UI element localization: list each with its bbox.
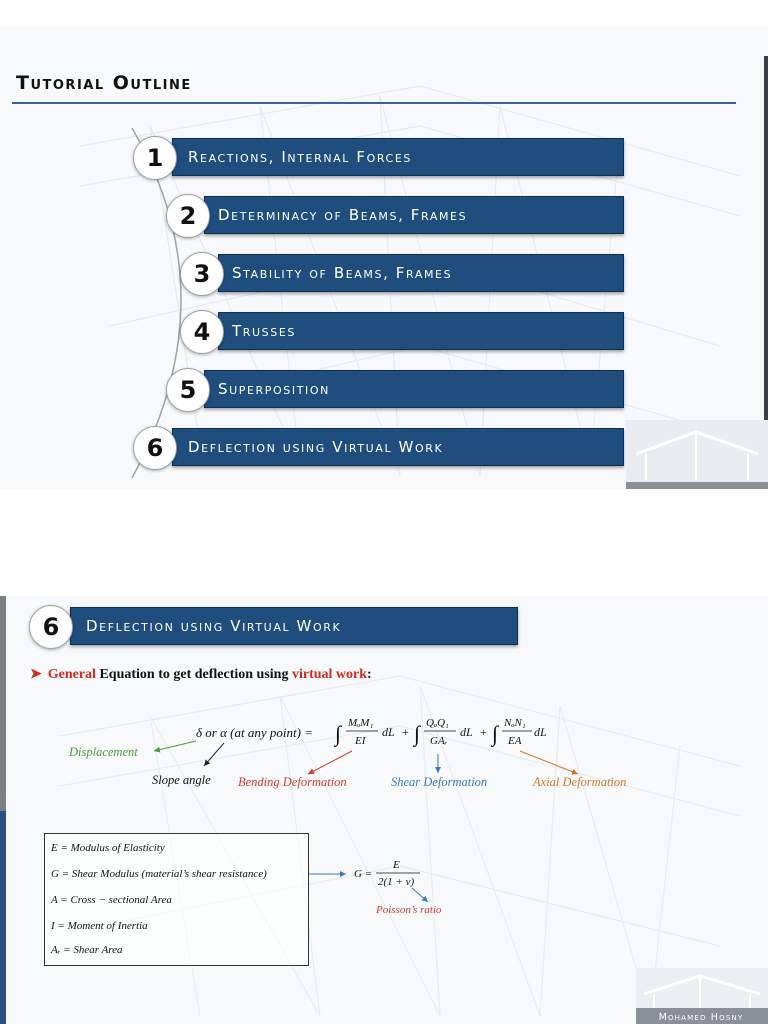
term1-denominator: EI: [355, 735, 366, 747]
bullet-part-colon: :: [367, 667, 372, 682]
term3-dl: dL: [534, 725, 547, 739]
outline-item-label: Determinacy of Beams, Frames: [218, 206, 468, 224]
outline-item-6: [172, 428, 624, 466]
outline-item-label: Deflection using Virtual Work: [188, 438, 444, 456]
plus-1: +: [402, 725, 409, 739]
outline-item-label: Superposition: [218, 380, 330, 398]
outline-number-5: 5: [166, 368, 210, 412]
poissons-ratio-label: Poisson’s ratio: [376, 904, 442, 916]
equation-lhs: δ or α (at any point) =: [196, 725, 313, 740]
label-bending-deformation: Bending Deformation: [238, 775, 347, 789]
outline-number-2: 2: [166, 194, 210, 238]
g-formula-lhs: G =: [354, 868, 373, 880]
section-title: Deflection using Virtual Work: [86, 617, 342, 635]
bullet-part-virtual-work: virtual work: [291, 667, 368, 682]
label-displacement: Displacement: [69, 745, 138, 759]
bullet-arrow-icon: ➤: [30, 667, 42, 682]
outline-item-3: [218, 254, 624, 292]
definition-a: A = Cross − sectional Area: [51, 894, 172, 906]
term1-dl: dL: [382, 725, 395, 739]
displacement-arrow-icon: [154, 741, 196, 751]
watermark-logo-icon: [626, 420, 768, 489]
bending-arrow-icon: [308, 751, 352, 774]
term2-numerator: QₒQ₁: [426, 717, 449, 729]
outline-item-5: [204, 370, 624, 408]
outline-item-label: Trusses: [232, 322, 296, 340]
definition-i: I = Moment of Inertia: [51, 920, 148, 932]
term3-denominator: EA: [508, 735, 522, 747]
outline-number-6: 6: [133, 426, 177, 470]
watermark-text: Mohamed Hosny: [658, 1012, 744, 1023]
g-formula-numerator: E: [393, 859, 400, 871]
label-shear-deformation: Shear Deformation: [391, 775, 488, 789]
label-axial-deformation: Axial Deformation: [533, 775, 627, 789]
outline-item-2: [204, 196, 624, 234]
outline-number-3: 3: [180, 252, 224, 296]
outline-item-4: [218, 312, 624, 350]
outline-item-1: [172, 138, 624, 176]
definition-e: E = Modulus of Elasticity: [51, 842, 165, 854]
term1-numerator: MₒM₁: [348, 717, 374, 729]
integral-sign-2: ∫: [414, 721, 421, 746]
term3-numerator: NₒN₁: [504, 717, 526, 729]
poisson-arrow-icon: [412, 888, 428, 902]
definition-ar: Aᵣ = Shear Area: [51, 944, 123, 956]
label-slope-angle: Slope angle: [152, 773, 211, 787]
watermark-text: Mohamed Hosny: [652, 500, 738, 511]
outline-number-4: 4: [180, 310, 224, 354]
definition-g: G = Shear Modulus (material’s shear resistance): [51, 868, 267, 880]
slope-arrow-icon: [204, 743, 224, 766]
outline-slide: [0, 26, 768, 511]
equation-slide: [0, 596, 768, 1024]
g-formula-denominator: 2(1 + ν): [378, 876, 415, 888]
outline-item-label: Stability of Beams, Frames: [232, 264, 453, 282]
slide-title: Tutorial Outline: [16, 72, 192, 94]
plus-2: +: [480, 725, 487, 739]
term2-denominator: GAᵣ: [430, 735, 448, 747]
outline-number-1: 1: [133, 136, 177, 180]
axial-arrow-icon: [520, 751, 578, 774]
bullet-part-general: General: [47, 667, 96, 682]
bullet-part-text: Equation to get deflection using: [95, 667, 292, 682]
integral-sign-3: ∫: [492, 721, 499, 746]
section-number: 6: [29, 605, 73, 649]
integral-sign-1: ∫: [335, 721, 342, 746]
definitions-box: [44, 833, 309, 966]
outline-item-label: Reactions, Internal Forces: [188, 148, 412, 166]
term2-dl: dL: [460, 725, 473, 739]
